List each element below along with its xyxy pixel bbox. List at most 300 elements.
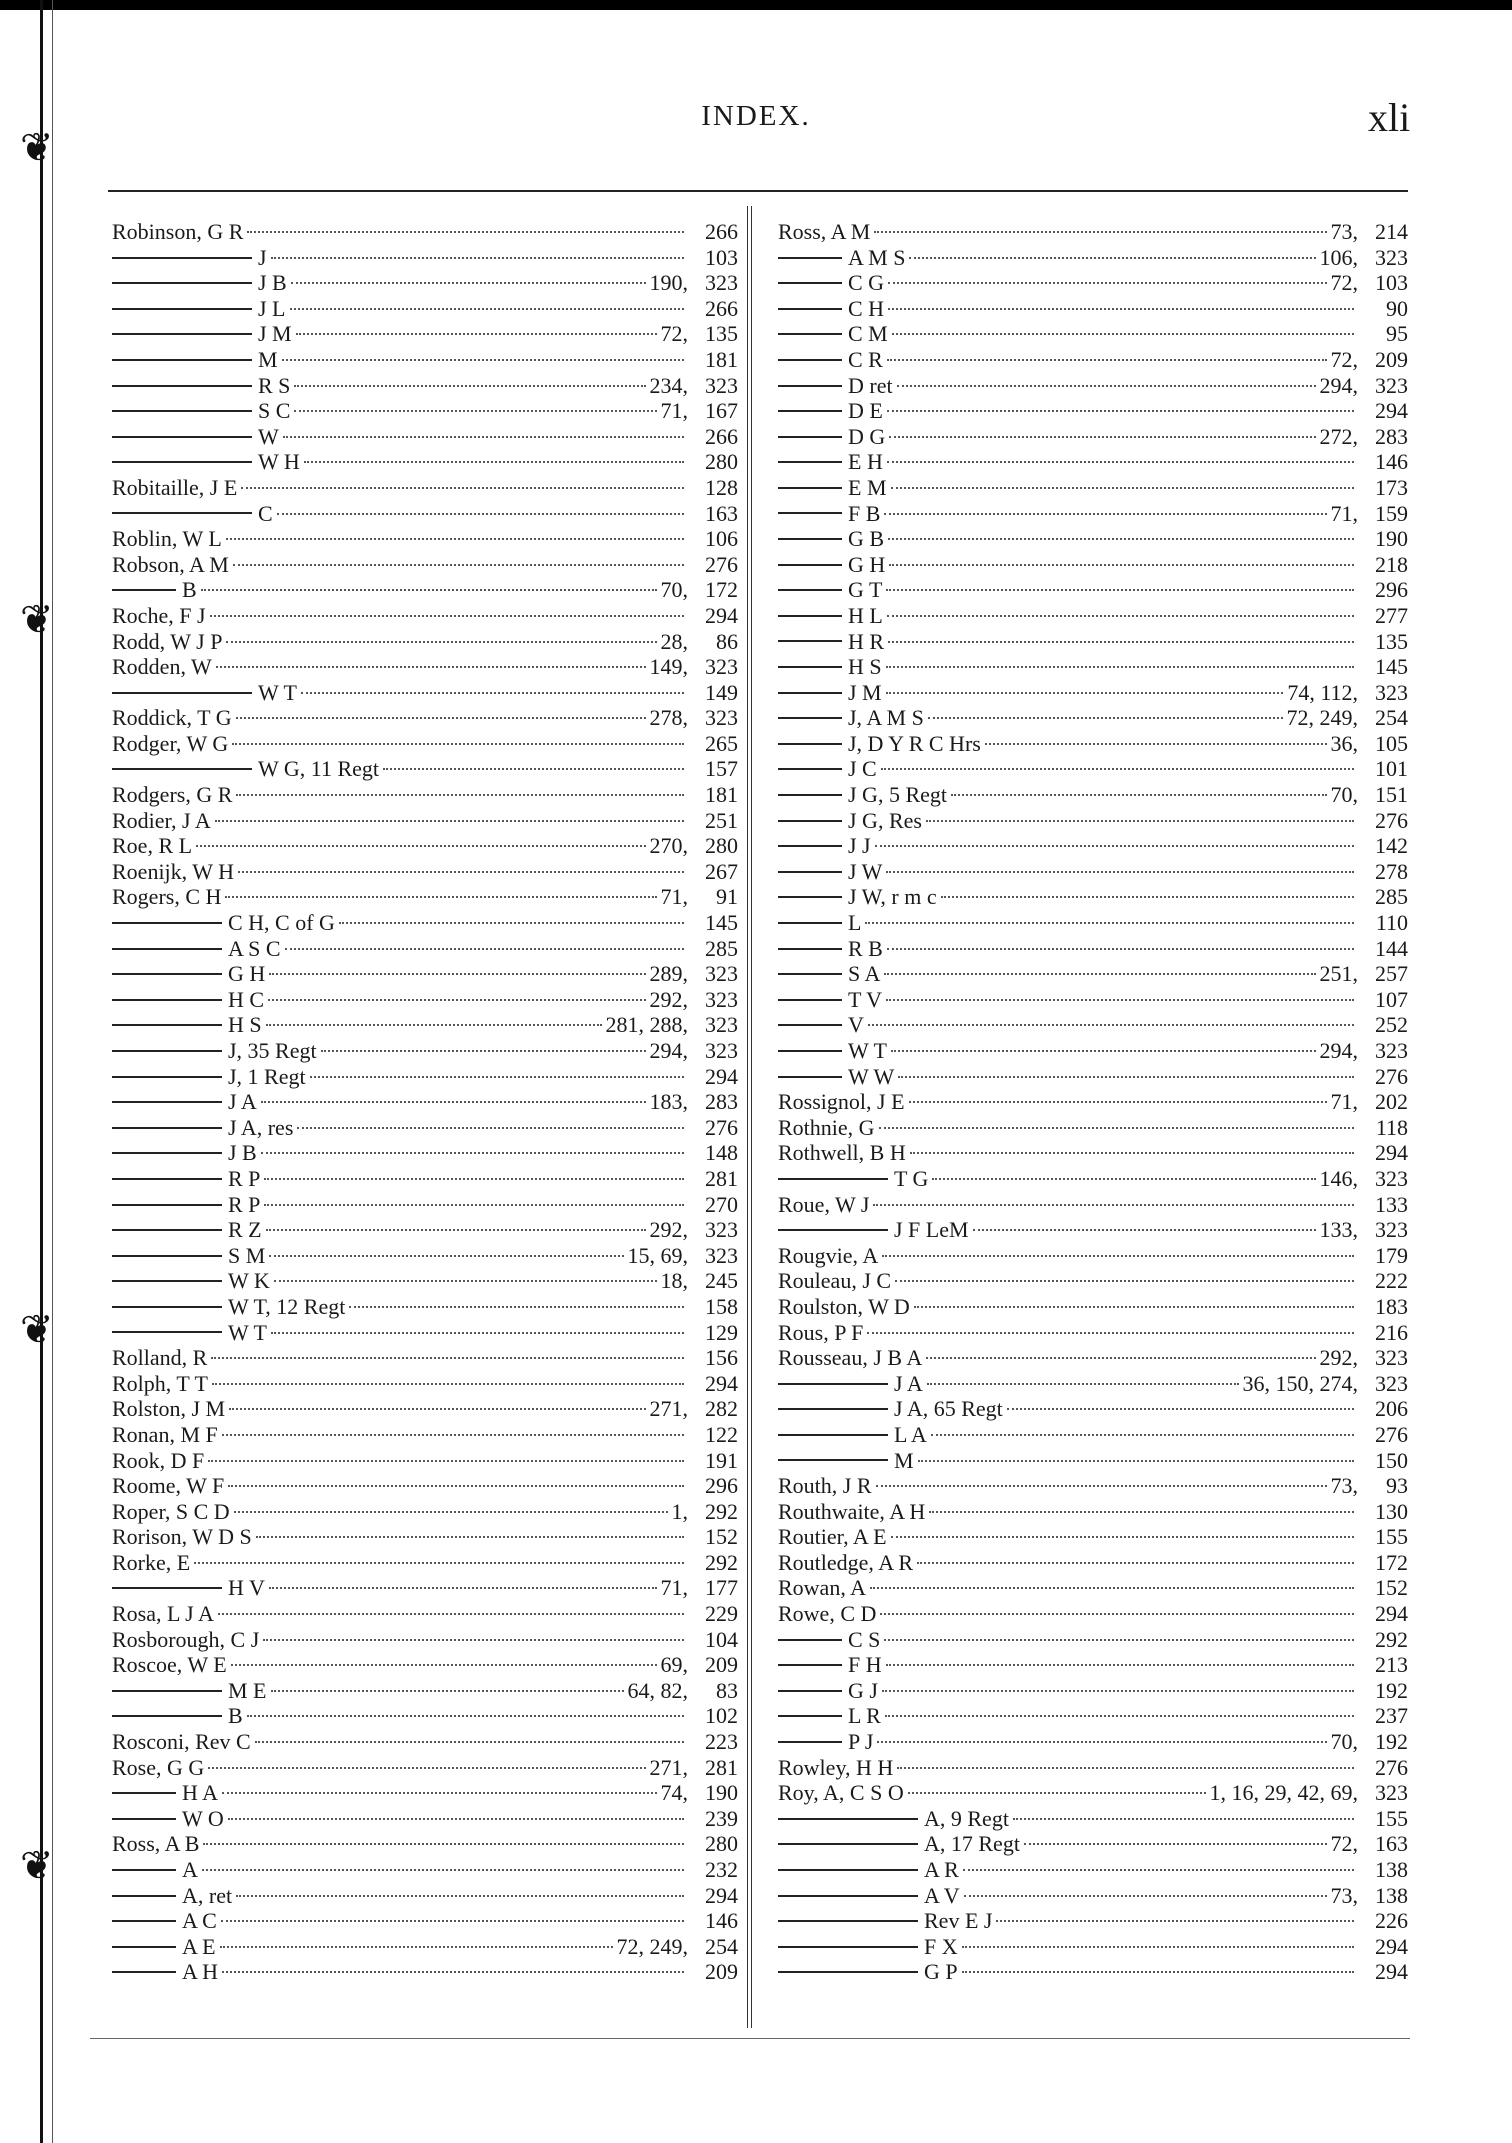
extra-page-refs: 271, — [649, 1754, 688, 1780]
ditto-dash — [112, 436, 252, 438]
entry-text: S A — [848, 961, 881, 987]
extra-page-refs: 18, — [660, 1268, 688, 1294]
index-entry — [112, 705, 738, 731]
dot-leader — [234, 1511, 668, 1513]
dot-leader — [909, 1101, 1327, 1103]
index-entry — [112, 1320, 738, 1346]
page-ref: 226 — [1375, 1908, 1408, 1934]
index-entry — [778, 1857, 1408, 1883]
index-entry — [778, 552, 1408, 578]
entry-text: J A — [228, 1089, 257, 1115]
book-spine-edge — [40, 0, 43, 2143]
dot-leader — [291, 282, 646, 284]
page-ref: 254 — [705, 1933, 738, 1959]
entry-text: Roblin, W L — [112, 526, 222, 552]
page-ref: 323 — [1375, 679, 1408, 705]
entry-text: J A, 65 Regt — [894, 1396, 1003, 1422]
entry-text: Rolland, R — [112, 1345, 208, 1371]
index-entry — [112, 219, 738, 245]
header-rule — [108, 190, 1408, 192]
entry-text: H A — [182, 1780, 219, 1806]
entry-subname — [778, 1422, 927, 1448]
entry-name — [112, 654, 212, 680]
ditto-dash — [112, 1050, 222, 1052]
index-entry — [112, 1166, 738, 1192]
entry-subname — [778, 782, 947, 808]
page-top-edge — [0, 0, 1512, 10]
entry-subname — [112, 1908, 217, 1934]
entry-name — [112, 808, 211, 834]
page-ref: 135 — [705, 321, 738, 347]
entry-subname — [778, 1448, 914, 1474]
index-entry — [778, 1678, 1408, 1704]
entry-name — [778, 1601, 876, 1627]
extra-page-refs: 74, 112, — [1287, 679, 1358, 705]
entry-text: Routier, A E — [778, 1524, 887, 1550]
extra-page-refs: 149, — [649, 654, 688, 680]
entry-name — [778, 1550, 913, 1576]
page-ref: 110 — [1375, 910, 1408, 936]
dot-leader — [880, 1613, 1354, 1615]
page-ref: 266 — [705, 295, 738, 321]
page-ref: 323 — [1375, 372, 1408, 398]
index-entry — [112, 1934, 738, 1960]
entry-subname — [112, 1268, 270, 1294]
entry-subname — [112, 1320, 267, 1346]
index-entry — [778, 373, 1408, 399]
entry-subname — [778, 1064, 894, 1090]
page-ref: 323 — [705, 1242, 738, 1268]
dot-leader — [886, 999, 1354, 1001]
entry-text: R Z — [228, 1217, 262, 1243]
ditto-dash — [112, 1152, 222, 1154]
index-entry — [778, 1883, 1408, 1909]
dot-leader — [271, 1690, 624, 1692]
entry-text: J — [258, 244, 267, 270]
dot-leader — [927, 1383, 1239, 1385]
extra-page-refs: 15, 69, — [627, 1242, 688, 1268]
extra-page-refs: 146, — [1319, 1165, 1358, 1191]
dot-leader — [285, 948, 684, 950]
entry-name — [112, 1755, 204, 1781]
dot-leader — [301, 692, 684, 694]
page-ref: 296 — [1375, 577, 1408, 603]
entry-text: Rodgers, G R — [112, 782, 233, 808]
entry-text: W K — [228, 1268, 270, 1294]
entry-subname — [112, 1192, 260, 1218]
dot-leader — [985, 743, 1327, 745]
entry-subname — [112, 1140, 257, 1166]
entry-text: W — [258, 423, 279, 449]
index-entry — [778, 1550, 1408, 1576]
index-entry — [112, 756, 738, 782]
entry-name — [112, 1652, 227, 1678]
page-ref: 213 — [1375, 1652, 1408, 1678]
dot-leader — [264, 1204, 684, 1206]
entry-subname — [778, 859, 882, 885]
entry-text: Roper, S C D — [112, 1498, 230, 1524]
entry-text: Rosborough, C J — [112, 1626, 260, 1652]
ditto-dash — [112, 1178, 222, 1180]
dot-leader — [269, 1587, 657, 1589]
ditto-dash — [112, 922, 222, 924]
page-ref: 283 — [1375, 423, 1408, 449]
entry-text: H C — [228, 986, 265, 1012]
index-entry — [112, 245, 738, 271]
dot-leader — [868, 1024, 1354, 1026]
entry-text: R B — [848, 935, 883, 961]
ditto-dash — [112, 410, 252, 412]
page-ref: 276 — [1375, 1421, 1408, 1447]
dot-leader — [951, 794, 1327, 796]
extra-page-refs: 36, — [1330, 730, 1358, 756]
page-ref: 294 — [705, 1882, 738, 1908]
index-entry — [112, 910, 738, 936]
index-entry — [778, 961, 1408, 987]
entry-text: Ross, A B — [112, 1831, 200, 1857]
index-entry — [112, 1780, 738, 1806]
entry-name — [112, 1627, 259, 1653]
entry-subname — [112, 1678, 267, 1704]
dot-leader — [221, 1920, 684, 1922]
index-entry — [112, 577, 738, 603]
extra-page-refs: 72, 249, — [616, 1933, 688, 1959]
index-entry — [778, 1627, 1408, 1653]
page-ref: 223 — [705, 1729, 738, 1755]
index-entry — [778, 1703, 1408, 1729]
ditto-dash — [778, 1818, 918, 1820]
entry-text: W H — [258, 449, 300, 475]
ditto-dash — [778, 333, 842, 335]
index-entry — [778, 526, 1408, 552]
page-ref: 130 — [1375, 1498, 1408, 1524]
entry-text: C H, C of G — [228, 910, 335, 936]
entry-text: D G — [848, 423, 886, 449]
extra-page-refs: 106, — [1319, 244, 1358, 270]
entry-text: Rowan, A — [778, 1575, 866, 1601]
page-ref: 222 — [1375, 1268, 1408, 1294]
entry-name — [778, 1115, 875, 1141]
entry-text: J W — [848, 858, 883, 884]
entry-text: Rouleau, J C — [778, 1268, 892, 1294]
ditto-dash — [112, 1895, 176, 1897]
dot-leader — [886, 1664, 1354, 1666]
entry-text: Rothnie, G — [778, 1114, 875, 1140]
entry-text: W O — [182, 1805, 224, 1831]
index-entry — [778, 1089, 1408, 1115]
page-ref: 239 — [705, 1805, 738, 1831]
index-entry — [778, 1729, 1408, 1755]
dot-leader — [1007, 1408, 1354, 1410]
entry-text: J M — [848, 679, 882, 705]
entry-subname — [112, 1934, 216, 1960]
entry-text: Rolph, T T — [112, 1370, 208, 1396]
entry-name — [778, 1780, 904, 1806]
page-ref: 323 — [705, 986, 738, 1012]
page-ref: 294 — [1375, 1959, 1408, 1985]
ditto-dash — [112, 461, 252, 463]
entry-text: J, D Y R C Hrs — [848, 730, 981, 756]
ditto-dash — [778, 1946, 918, 1948]
dot-leader — [266, 1024, 602, 1026]
index-entry — [778, 1422, 1408, 1448]
ditto-dash — [778, 1050, 842, 1052]
index-entry — [112, 1883, 738, 1909]
extra-page-refs: 292, — [1319, 1345, 1358, 1371]
extra-page-refs: 72, — [660, 321, 688, 347]
index-entry — [112, 1448, 738, 1474]
ditto-dash — [112, 1101, 222, 1103]
index-entry — [778, 1934, 1408, 1960]
entry-name — [778, 1473, 872, 1499]
page-ref: 105 — [1375, 730, 1408, 756]
page-ref: 280 — [705, 833, 738, 859]
entry-name — [112, 1448, 204, 1474]
dot-leader — [889, 564, 1354, 566]
dot-leader — [266, 1229, 646, 1231]
dot-leader — [875, 845, 1354, 847]
page-ref: 251 — [705, 807, 738, 833]
index-entry — [778, 782, 1408, 808]
entry-text: Rolston, J M — [112, 1396, 226, 1422]
entry-text: A, 9 Regt — [924, 1805, 1009, 1831]
index-entry — [778, 1908, 1408, 1934]
index-entry — [112, 603, 738, 629]
entry-subname — [778, 373, 893, 399]
index-entry — [778, 1499, 1408, 1525]
dot-leader — [884, 513, 1326, 515]
ditto-dash — [112, 1255, 222, 1257]
extra-page-refs: 294, — [1319, 372, 1358, 398]
index-entry — [778, 501, 1408, 527]
dot-leader — [236, 794, 684, 796]
dot-leader — [274, 1280, 657, 1282]
entry-subname — [778, 1396, 1003, 1422]
entry-name — [778, 1345, 922, 1371]
ditto-dash — [112, 1229, 222, 1231]
entry-subname — [112, 1166, 260, 1192]
entry-name — [112, 219, 243, 245]
dot-leader — [931, 1434, 1354, 1436]
page-ref: 214 — [1375, 219, 1408, 244]
entry-subname — [778, 1806, 1009, 1832]
extra-page-refs: 69, — [660, 1652, 688, 1678]
entry-text: A — [182, 1857, 198, 1882]
page-ref: 323 — [705, 1012, 738, 1038]
entry-name — [112, 1499, 230, 1525]
page-ref: 276 — [1375, 807, 1408, 833]
page-ref: 277 — [1375, 602, 1408, 628]
dot-leader — [886, 666, 1354, 668]
entry-text: Robinson, G R — [112, 219, 244, 244]
index-entry — [778, 731, 1408, 757]
index-entry — [112, 1550, 738, 1576]
dot-leader — [271, 1332, 684, 1334]
entry-text: D ret — [848, 372, 893, 398]
page-ref: 265 — [705, 730, 738, 756]
entry-subname — [778, 731, 981, 757]
page-ref: 86 — [716, 628, 738, 654]
dot-leader — [879, 1127, 1354, 1129]
index-entry — [778, 577, 1408, 603]
entry-subname — [112, 910, 335, 936]
entry-text: C H — [848, 295, 885, 321]
index-entry — [112, 1678, 738, 1704]
entry-name — [778, 1524, 887, 1550]
index-entry — [112, 680, 738, 706]
index-entry — [112, 449, 738, 475]
entry-text: M E — [228, 1677, 267, 1703]
page-ref: 122 — [705, 1421, 738, 1447]
index-column-right — [778, 219, 1408, 1985]
page-ref: 129 — [705, 1319, 738, 1345]
entry-text: J, 1 Regt — [228, 1063, 306, 1089]
entry-subname — [778, 654, 882, 680]
dot-leader — [294, 385, 645, 387]
index-entry — [778, 1140, 1408, 1166]
ditto-dash — [778, 845, 842, 847]
ditto-dash — [778, 896, 842, 898]
page-ref: 91 — [716, 884, 738, 910]
entry-subname — [112, 424, 279, 450]
entry-text: Rodden, W — [112, 654, 212, 680]
dot-leader — [255, 1741, 684, 1743]
index-entry — [112, 1473, 738, 1499]
entry-text: Rose, G G — [112, 1754, 205, 1780]
ditto-dash — [112, 308, 252, 310]
page-ref: 323 — [1375, 1370, 1408, 1396]
entry-name — [112, 1396, 225, 1422]
index-entry — [778, 424, 1408, 450]
index-entry — [778, 475, 1408, 501]
entry-text: T G — [894, 1165, 929, 1191]
footer-rule — [90, 2038, 1410, 2039]
ditto-dash — [778, 1920, 918, 1922]
dot-leader — [236, 1895, 684, 1897]
dot-leader — [891, 487, 1355, 489]
entry-name — [778, 1575, 866, 1601]
page-ref: 172 — [1375, 1549, 1408, 1575]
binding-thread-mark-icon: ❦ — [20, 125, 54, 170]
extra-page-refs: 71, — [1330, 500, 1358, 526]
dot-leader — [222, 1792, 656, 1794]
page-ref: 323 — [705, 961, 738, 987]
dot-leader — [888, 538, 1354, 540]
entry-subname — [778, 910, 861, 936]
entry-text: C — [258, 500, 273, 526]
entry-subname — [112, 1857, 198, 1883]
index-entry — [112, 1499, 738, 1525]
index-entry — [112, 1038, 738, 1064]
page-ref: 283 — [705, 1089, 738, 1115]
dot-leader — [962, 1946, 1354, 1948]
ditto-dash — [778, 436, 842, 438]
entry-text: A, 17 Regt — [924, 1831, 1020, 1857]
entry-text: E H — [848, 449, 883, 475]
dot-leader — [888, 282, 1326, 284]
ditto-dash — [112, 1690, 222, 1692]
page-ref: 266 — [705, 219, 738, 244]
entry-text: C S — [848, 1626, 881, 1652]
entry-text: W T — [228, 1319, 267, 1345]
entry-subname — [778, 1934, 958, 1960]
dot-leader — [222, 1434, 684, 1436]
dot-leader — [889, 436, 1315, 438]
entry-text: D E — [848, 398, 883, 424]
page-ref: 323 — [705, 270, 738, 296]
page-ref: 323 — [1375, 1345, 1408, 1371]
index-column-left — [112, 219, 738, 1985]
entry-name — [112, 1371, 208, 1397]
extra-page-refs: 70, — [1330, 1729, 1358, 1755]
index-entry — [778, 1959, 1408, 1985]
entry-name — [778, 1192, 869, 1218]
entry-text: J J — [848, 833, 871, 859]
entry-text: A V — [924, 1882, 960, 1908]
page-ref: 90 — [1386, 295, 1408, 321]
entry-name — [112, 552, 229, 578]
entry-subname — [112, 1089, 257, 1115]
page-ref: 270 — [705, 1191, 738, 1217]
index-entry — [778, 219, 1408, 245]
index-entry — [112, 424, 738, 450]
index-entry — [778, 1345, 1408, 1371]
index-entry — [778, 1192, 1408, 1218]
extra-page-refs: 71, — [660, 398, 688, 424]
entry-text: A R — [924, 1857, 959, 1882]
extra-page-refs: 294, — [1319, 1038, 1358, 1063]
dot-leader — [973, 1229, 1316, 1231]
entry-text: Rodier, J A — [112, 807, 211, 833]
ditto-dash — [778, 589, 842, 591]
dot-leader — [261, 1101, 646, 1103]
dot-leader — [897, 385, 1316, 387]
ditto-dash — [778, 1869, 918, 1871]
index-entry — [778, 1473, 1408, 1499]
entry-name — [112, 731, 228, 757]
index-entry — [778, 936, 1408, 962]
entry-subname — [778, 245, 905, 271]
entry-name — [778, 1294, 910, 1320]
entry-name — [112, 526, 222, 552]
page-ref: 216 — [1375, 1319, 1408, 1345]
entry-name — [112, 603, 206, 629]
page-ref: 192 — [1375, 1677, 1408, 1703]
entry-text: M — [894, 1447, 914, 1473]
page-ref: 142 — [1375, 833, 1408, 859]
dot-leader — [210, 615, 685, 617]
ditto-dash — [778, 1434, 888, 1436]
ditto-dash — [112, 1869, 176, 1871]
index-entry — [112, 1806, 738, 1832]
ditto-dash — [778, 1895, 918, 1897]
ditto-dash — [112, 999, 222, 1001]
entry-text: H S — [228, 1012, 262, 1038]
index-entry — [778, 1601, 1408, 1627]
extra-page-refs: 72, — [1330, 346, 1358, 372]
ditto-dash — [112, 257, 252, 259]
index-entry — [778, 1652, 1408, 1678]
page-ref: 145 — [705, 910, 738, 936]
page-ref: 323 — [705, 654, 738, 680]
index-entry — [778, 1268, 1408, 1294]
page-ref: 93 — [1386, 1473, 1408, 1499]
entry-text: A H — [182, 1959, 219, 1985]
index-entry — [778, 1371, 1408, 1397]
dot-leader — [914, 1306, 1354, 1308]
extra-page-refs: 272, — [1319, 423, 1358, 449]
entry-subname — [778, 1703, 881, 1729]
